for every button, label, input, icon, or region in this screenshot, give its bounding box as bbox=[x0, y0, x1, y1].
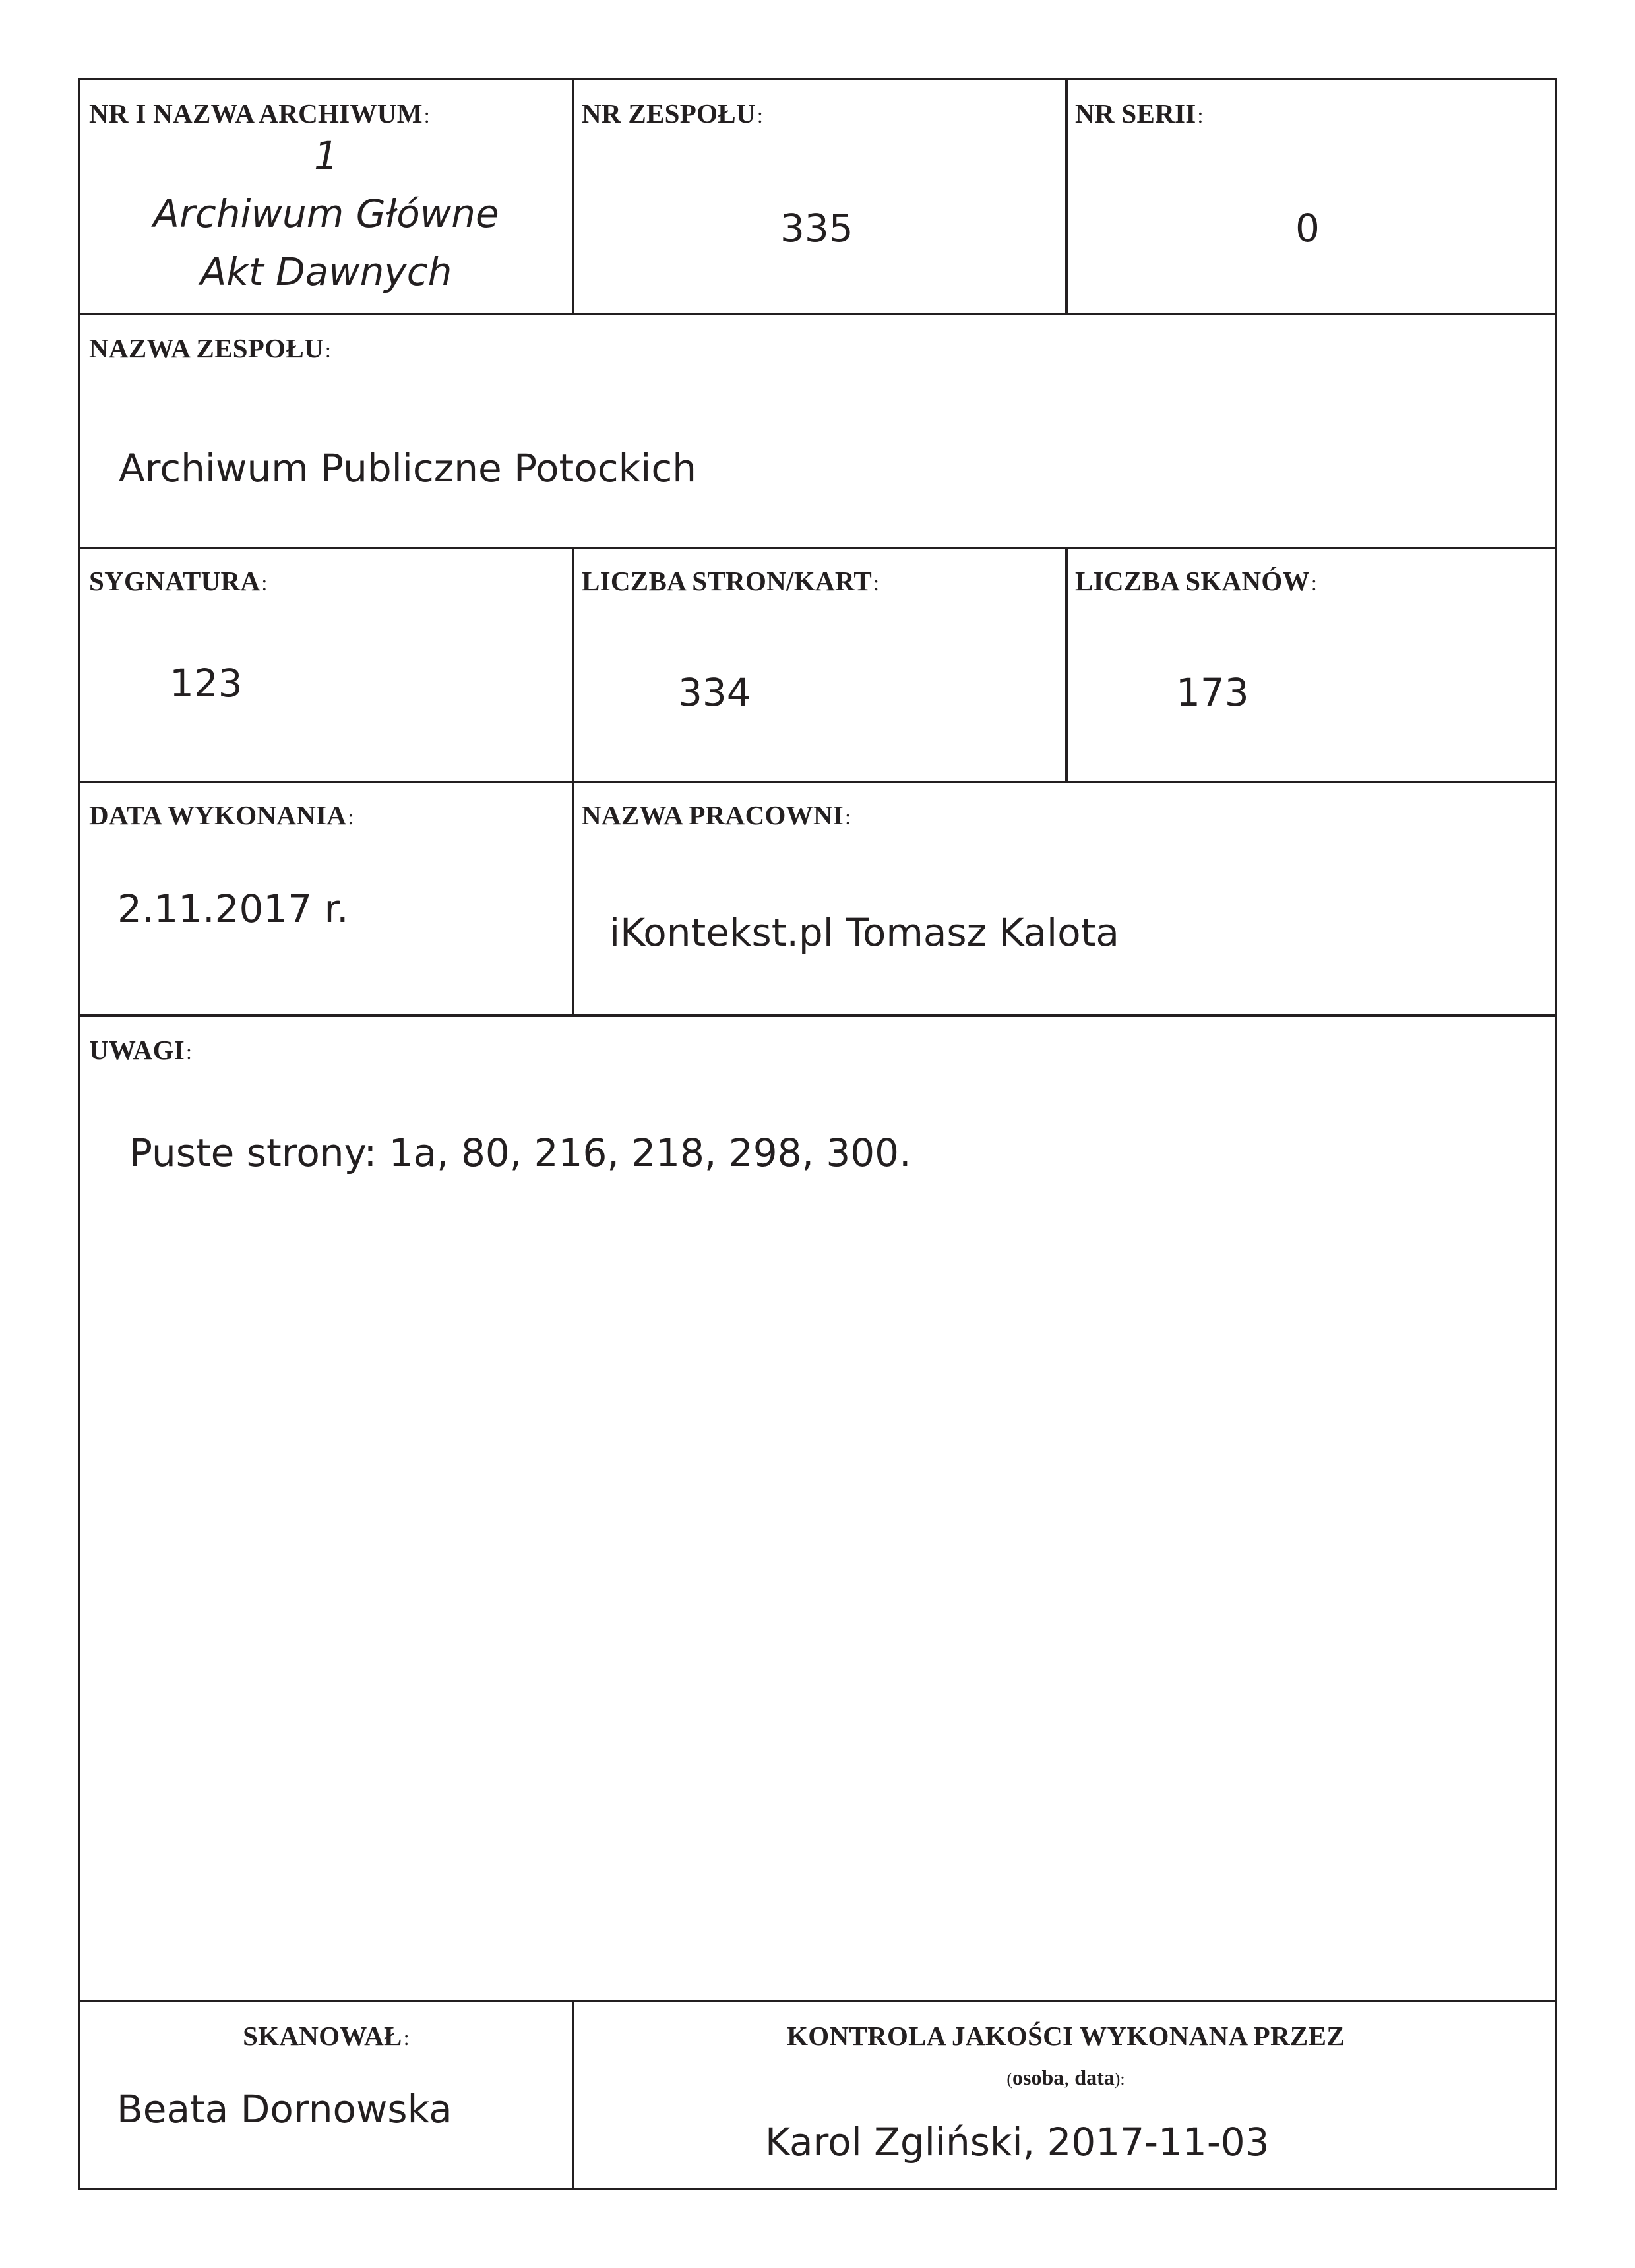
archive-label-text: NR I NAZWA ARCHIWUM bbox=[89, 98, 423, 129]
column-divider bbox=[572, 781, 574, 1014]
label-colon: : bbox=[1197, 104, 1204, 127]
qc-sublabel bbox=[574, 2066, 1557, 2090]
row-divider bbox=[80, 547, 1555, 549]
signature-value: 123 bbox=[170, 661, 243, 706]
scanned-by-label-text: SKANOWAŁ bbox=[243, 2021, 402, 2051]
scans-label-text: LICZBA SKANÓW bbox=[1075, 566, 1310, 596]
label-colon: : bbox=[1311, 571, 1318, 595]
row-divider bbox=[80, 781, 1555, 783]
scanned-by-label bbox=[80, 2020, 572, 2052]
label-colon: : bbox=[186, 1040, 193, 1064]
qc-value: Karol Zgliński, 2017-11-03 bbox=[765, 2120, 1270, 2164]
date-label bbox=[89, 799, 354, 831]
qc-sub-comma: , bbox=[1064, 2066, 1075, 2089]
archive-number: 1 bbox=[314, 133, 338, 178]
paren-open: ( bbox=[1006, 2069, 1013, 2089]
pages-value: 334 bbox=[678, 670, 751, 715]
studio-value: iKontekst.pl Tomasz Kalota bbox=[609, 910, 1119, 955]
signature-label-text: SYGNATURA bbox=[89, 566, 261, 596]
pages-label-text: LICZBA STRON/KART bbox=[582, 566, 872, 596]
metadata-table bbox=[78, 78, 1557, 2190]
notes-label bbox=[89, 1034, 192, 1066]
series-label-text: NR SERII bbox=[1075, 98, 1196, 129]
notes-text: Puste strony: 1a, 80, 216, 218, 298, 300. bbox=[129, 1130, 911, 1175]
label-colon: : bbox=[873, 571, 880, 595]
row-divider bbox=[80, 313, 1555, 315]
archive-name bbox=[80, 127, 572, 301]
column-divider bbox=[572, 80, 574, 313]
row-divider bbox=[80, 1014, 1555, 1017]
label-colon: : bbox=[423, 104, 430, 127]
paren-close: ): bbox=[1114, 2069, 1125, 2089]
fonds-number: 335 bbox=[780, 206, 853, 251]
fonds-number-label bbox=[582, 98, 763, 129]
archive-name-line1: Archiwum Główne bbox=[153, 191, 499, 236]
qc-sub-person: osoba bbox=[1012, 2066, 1064, 2089]
fonds-name-label-text: NAZWA ZESPOŁU bbox=[89, 333, 324, 363]
row-divider bbox=[80, 2000, 1555, 2002]
label-colon: : bbox=[845, 805, 851, 829]
signature-label bbox=[89, 565, 268, 597]
label-colon: : bbox=[348, 805, 354, 829]
series-label bbox=[1075, 98, 1204, 129]
scans-value: 173 bbox=[1176, 670, 1249, 715]
label-colon: : bbox=[403, 2026, 410, 2050]
scans-label bbox=[1075, 565, 1317, 597]
archive-label bbox=[89, 98, 430, 129]
date-value: 2.11.2017 r. bbox=[117, 886, 349, 931]
scanned-by-value: Beata Dornowska bbox=[117, 2087, 452, 2131]
label-colon: : bbox=[756, 104, 764, 127]
label-colon: : bbox=[261, 571, 268, 595]
notes-label-text: UWAGI bbox=[89, 1035, 185, 1065]
qc-label bbox=[574, 2020, 1557, 2052]
fonds-number-label-text: NR ZESPOŁU bbox=[582, 98, 756, 129]
date-label-text: DATA WYKONANIA bbox=[89, 800, 347, 830]
archive-name-line2: Akt Dawnych bbox=[200, 249, 452, 294]
studio-label bbox=[582, 799, 851, 831]
fonds-name: Archiwum Publiczne Potockich bbox=[119, 446, 696, 491]
fonds-name-label bbox=[89, 332, 331, 364]
studio-label-text: NAZWA PRACOWNI bbox=[582, 800, 844, 830]
column-divider bbox=[1065, 80, 1068, 313]
pages-label bbox=[582, 565, 879, 597]
column-divider bbox=[572, 547, 574, 781]
column-divider bbox=[1065, 547, 1068, 781]
qc-label-text: KONTROLA JAKOŚCI WYKONANA PRZEZ bbox=[787, 2021, 1345, 2051]
series-number: 0 bbox=[1295, 206, 1320, 251]
label-colon: : bbox=[324, 338, 332, 362]
qc-sub-date: data bbox=[1074, 2066, 1115, 2089]
